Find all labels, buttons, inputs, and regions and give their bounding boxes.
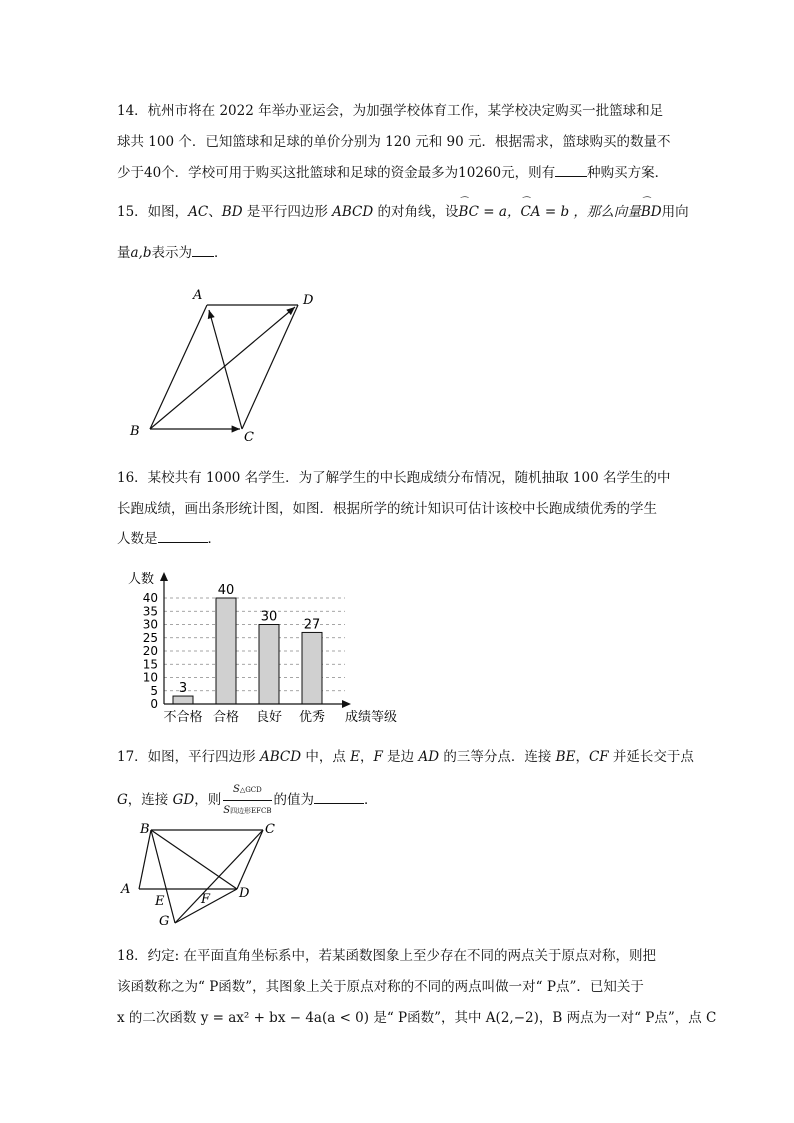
q15-ab: a,b [130,245,152,261]
q15-ac: AC [188,204,209,220]
y-axis-arrow [160,572,168,581]
q14-line-3 [117,163,668,183]
y-tick-label: 25 [142,630,158,645]
denominator-subscript: 四边形EFCB [230,807,272,815]
y-tick-label: 5 [150,683,158,698]
q15-sep: 、 [208,204,222,220]
chart-bars [173,583,322,704]
vector-bc: ⌒ BC [459,202,480,222]
vector-bd: ⌒ BD [641,202,662,222]
y-tick-label: 40 [142,591,158,605]
fraction-denominator: S四边形EFCB [223,805,272,816]
y-tick-label: 0 [150,697,158,711]
answer-blank-16 [158,530,208,543]
bar [173,696,193,704]
answer-blank-17 [314,791,364,804]
x-category-label: 合格 [212,710,240,725]
q15-line-1 [117,202,689,222]
q17-text-d: 是边 [382,749,419,765]
q15-line-2-a: 量 [117,245,131,261]
q18-line-3: x 的二次函数 y = ax² + bx − 4a(a < 0) 是“ P函数”，其中 A(2,−2)，B 两点为一对“ P点”，点 C [117,1010,717,1026]
q17-e: E [350,749,361,765]
y-tick-label: 35 [142,604,158,619]
bar [216,598,236,704]
q15-bd: BD [221,204,243,220]
side-dc [237,830,263,889]
parallelogram-efg-figure [115,815,295,930]
label-c: C [265,822,275,837]
q14-line-2: 球共 100 个．已知篮球和足球的单价分别为 120 元和 90 元．根据需求，篮球购买的数量不 [117,134,671,150]
q15-text-a: 15．如图， [117,204,189,220]
q17-text-c: ， [360,749,374,765]
label-b: B [130,424,140,439]
x-category-label: 不合格 [163,710,203,725]
y-tick-label: 10 [142,670,158,685]
label-d: D [239,886,250,901]
q17-text-e: 的三等分点．连接 [439,749,556,765]
label-b: B [140,822,150,837]
bar-chart [120,565,420,730]
vector-bd-arrow [150,307,295,429]
bar-value-label: 27 [303,617,321,633]
label-f: F [201,892,211,907]
q16-line-2: 长跑成绩，画出条形统计图，如图．根据所学的统计知识可估计该校中长跑成绩优秀的学生 [117,501,657,517]
q17-ad: AD [418,749,440,765]
q17-g: G [117,792,128,808]
q17-line-1 [117,747,694,767]
q15-text-d: 用向 [661,204,689,220]
q15-line-2-b: 表示为 [151,245,192,261]
q18-line-1: 18．约定: 在平面直角坐标系中，若某函数图象上至少存在不同的两点关于原点对称，则把 [117,948,657,964]
q16-line-3-text: 人数是 [117,531,158,547]
q17-text-h: ，连接 [127,792,173,808]
q14-line-3-end: 种购买方案． [587,165,669,181]
numerator-subscript: △GCD [239,786,262,794]
q17-text-a: 17．如图，平行四边形 [117,749,260,765]
q17-text-f: ， [575,749,589,765]
q16-line-3 [117,529,221,549]
q15-text-c: 的对角线，设 [373,204,459,220]
answer-blank-15 [192,244,214,257]
label-e: E [155,894,165,909]
bar [302,632,322,704]
y-tick-label: 30 [142,617,158,632]
bar [259,625,279,705]
bar-value-label: 30 [260,609,278,625]
x-category-label: 良好 [255,710,283,725]
side-ab [150,305,207,429]
x-axis-label: 成绩等级 [345,710,398,725]
q15-text-b: 是平行四边形 [242,204,333,220]
label-c: C [244,430,254,445]
q15-abcd: ABCD [332,204,374,220]
q17-text-i: ，则 [194,792,222,808]
y-tick-labels [143,591,158,711]
y-tick-label: 15 [142,657,158,672]
q17-text-b: 中，点 [301,749,351,765]
q18-line-2: 该函数称之为“ P函数”，其图象上关于原点对称的不同的两点叫做一对“ P点”．已知关于 [117,979,644,995]
q16-line-3-end: ． [207,531,221,547]
side-dc [242,305,298,429]
bar-value-label: 3 [178,681,188,697]
q17-text-j: 的值为 [273,792,315,808]
q15-line-2-c: ． [213,245,228,261]
vector-ca: ⌒ CA [520,202,540,222]
vector-ca-arrow [209,310,242,429]
y-axis-label: 人数 [128,572,155,587]
label-a: A [121,882,131,897]
q15-line-2 [117,243,227,263]
y-tick-label: 20 [142,644,158,658]
label-a: A [193,288,203,303]
label-g: G [159,914,170,929]
answer-blank-14 [555,164,587,177]
label-d: D [303,293,314,308]
q17-cf: CF [588,749,609,765]
fraction-numerator: S△GCD [223,780,271,801]
q17-abcd: ABCD [259,749,302,765]
q17-text-k: ． [364,792,378,808]
q16-line-1: 16．某校共有 1000 名学生．为了解学生的中长跑成绩分布情况，随机抽取 100 名学生的中 [117,470,671,486]
q15-eq-a: = a， [479,204,521,220]
q17-text-g: 并延长交于点 [608,749,694,765]
x-axis-arrow [342,700,351,708]
x-category-labels [163,709,325,725]
q14-line-3-text: 少于40个．学校可用于购买这批篮球和足球的资金最多为10260元，则有 [117,165,556,181]
q17-gd: GD [172,792,195,808]
side-ab [139,830,151,889]
q17-f: F [373,749,383,765]
q17-be: BE [555,749,576,765]
q14-line-1: 14．杭州市将在 2022 年举办亚运会，为加强学校体育工作，某学校决定购买一批篮球和足 [117,103,664,119]
parallelogram-figure [120,280,340,450]
x-category-label: 优秀 [298,710,326,725]
bar-value-label: 40 [217,583,235,598]
q15-eq-b: = b ，那么向量 [540,204,641,220]
